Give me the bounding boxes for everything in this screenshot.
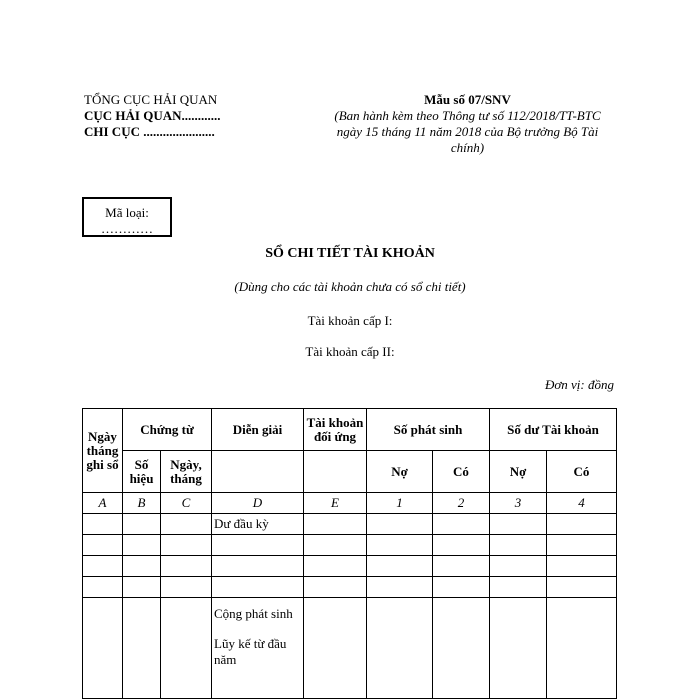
column-code: C [161,493,212,514]
column-code: 4 [547,493,617,514]
col-counter-header: Tài khoản đối ứng [304,409,367,451]
code-box [82,197,172,237]
col-balance-header: Số dư Tài khoản [490,409,617,451]
col-voucher-header: Chứng từ [123,409,212,451]
cumulative-label: Lũy kế từ đầu năm [214,636,287,667]
table-row [83,577,617,598]
col-voucher-date-header: Ngày, tháng [161,451,212,493]
column-code: 2 [433,493,490,514]
account-level-1: Tài khoản cấp I: [307,313,393,328]
branch-name: CHI CỤC ...................... [84,124,215,139]
opening-balance-row [83,514,617,535]
table-row [83,556,617,577]
header-row-2 [83,451,617,493]
legal-note-line2: ngày 15 tháng 11 năm 2018 của Bộ trưởng Bộ Tài [336,124,599,139]
column-code: A [83,493,123,514]
document-title: SỔ CHI TIẾT TÀI KHOẢN [265,246,435,261]
code-label: Mã loại: [105,205,149,220]
form-number: Mẫu số 07/SNV [424,92,511,107]
column-code: E [304,493,367,514]
totals-row [83,598,617,699]
department-name: CỤC HẢI QUAN............ [84,108,221,123]
agency-name: TỔNG CỤC HẢI QUAN [84,92,218,107]
column-code: 3 [490,493,547,514]
header-right [300,92,635,156]
col-date-header: Ngày tháng ghi sổ [83,409,123,493]
table-row [83,535,617,556]
arising-credit-header: Có [433,451,490,493]
total-arising-label: Cộng phát sinh [214,606,293,621]
column-code: D [212,493,304,514]
ledger-table [82,408,617,699]
legal-note-line1: (Ban hành kèm theo Thông tư số 112/2018/TT-BTC [334,108,601,123]
code-value: ………… [101,221,153,236]
col-desc-blank [212,451,304,493]
arising-debit-header: Nợ [367,451,433,493]
account-level-2: Tài khoản cấp II: [305,344,395,359]
balance-credit-header: Có [547,451,617,493]
col-voucher-no-header: Số hiệu [123,451,161,493]
column-code-row [83,493,617,514]
col-counter-blank [304,451,367,493]
header-row-1 [83,409,617,451]
document-subtitle: (Dùng cho các tài khoản chưa có sổ chi tiết) [234,279,466,294]
balance-debit-header: Nợ [490,451,547,493]
column-code: 1 [367,493,433,514]
col-arising-header: Số phát sinh [367,409,490,451]
currency-unit: Đơn vị: đồng [544,377,614,392]
legal-note-line3: chính) [450,140,485,155]
opening-balance-label: Dư đầu kỳ [212,514,304,535]
col-desc-header: Diễn giải [212,409,304,451]
header-left [84,92,221,140]
totals-cell [212,598,304,699]
column-code: B [123,493,161,514]
